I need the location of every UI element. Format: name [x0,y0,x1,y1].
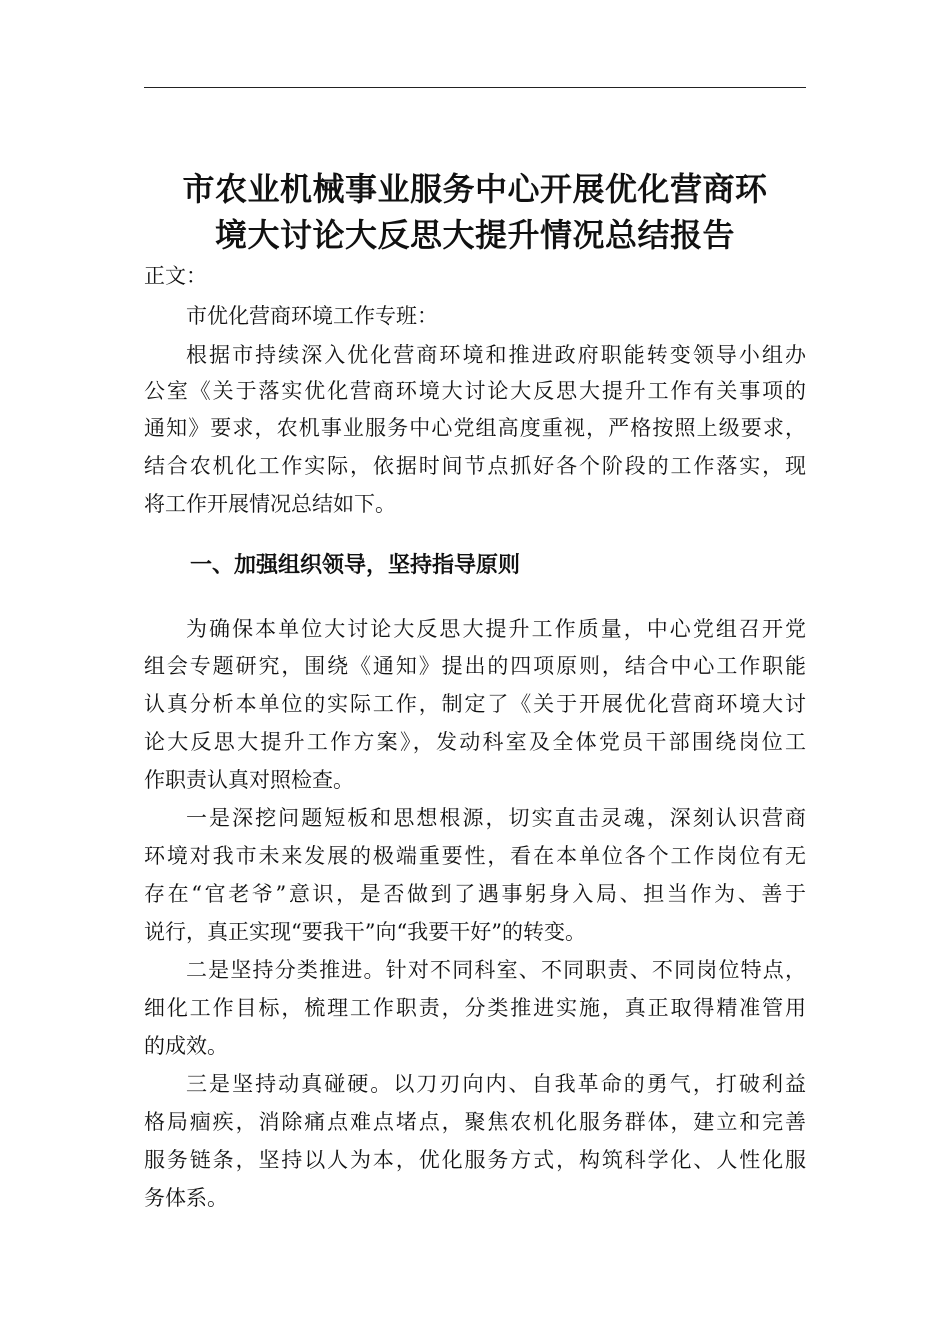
paragraph-line: 认真分析本单位的实际工作，制定了《关于开展优化营商环境大讨 [144,692,806,716]
paragraph-line: 三是坚持动真碰硬。以刀刃向内、自我革命的勇气，打破利益 [186,1072,806,1096]
paragraph-line: 结合农机化工作实际，依据时间节点抓好各个阶段的工作落实，现 [144,454,806,478]
header-rule [144,87,806,88]
title-line-1: 市农业机械事业服务中心开展优化营商环 [182,170,768,208]
paragraph-line: 务体系。 [144,1186,228,1210]
section-heading-1: 一、加强组织领导，坚持指导原则 [190,553,521,578]
title-line-2: 境大讨论大反思大提升情况总结报告 [214,216,735,254]
paragraph-line: 组会专题研究，围绕《通知》提出的四项原则，结合中心工作职能 [144,654,806,678]
paragraph-line: 环境对我市未来发展的极端重要性，看在本单位各个工作岗位有无 [144,844,806,868]
paragraph-line: 将工作开展情况总结如下。 [144,492,396,516]
paragraph-line: 作职责认真对照检查。 [144,768,354,792]
salutation: 市优化营商环境工作专班： [186,304,438,328]
paragraph-line: 存在“官老爷”意识，是否做到了遇事躬身入局、担当作为、善于 [144,882,806,906]
paragraph-line: 细化工作目标，梳理工作职责，分类推进实施，真正取得精准管用 [144,996,806,1020]
paragraph-line: 为确保本单位大讨论大反思大提升工作质量，中心党组召开党 [186,617,806,641]
paragraph-line: 一是深挖问题短板和思想根源，切实直击灵魂，深刻认识营商 [186,806,806,830]
paragraph-line: 服务链条，坚持以人为本，优化服务方式，构筑科学化、人性化服 [144,1148,806,1172]
paragraph-line: 通知》要求，农机事业服务中心党组高度重视，严格按照上级要求， [144,416,806,440]
paragraph-line: 公室《关于落实优化营商环境大讨论大反思大提升工作有关事项的 [144,379,806,403]
document-title [144,166,806,258]
paragraph-line: 根据市持续深入优化营商环境和推进政府职能转变领导小组办 [186,343,806,367]
paragraph-line: 的成效。 [144,1034,228,1058]
body-label: 正文： [144,264,207,288]
paragraph-line: 说行，真正实现“要我干”向“我要干好”的转变。 [144,920,586,944]
paragraph-line: 论大反思大提升工作方案》，发动科室及全体党员干部围绕岗位工 [144,730,806,754]
paragraph-line: 格局痼疾，消除痛点难点堵点，聚焦农机化服务群体，建立和完善 [144,1110,806,1134]
paragraph-line: 二是坚持分类推进。针对不同科室、不同职责、不同岗位特点， [186,958,806,982]
